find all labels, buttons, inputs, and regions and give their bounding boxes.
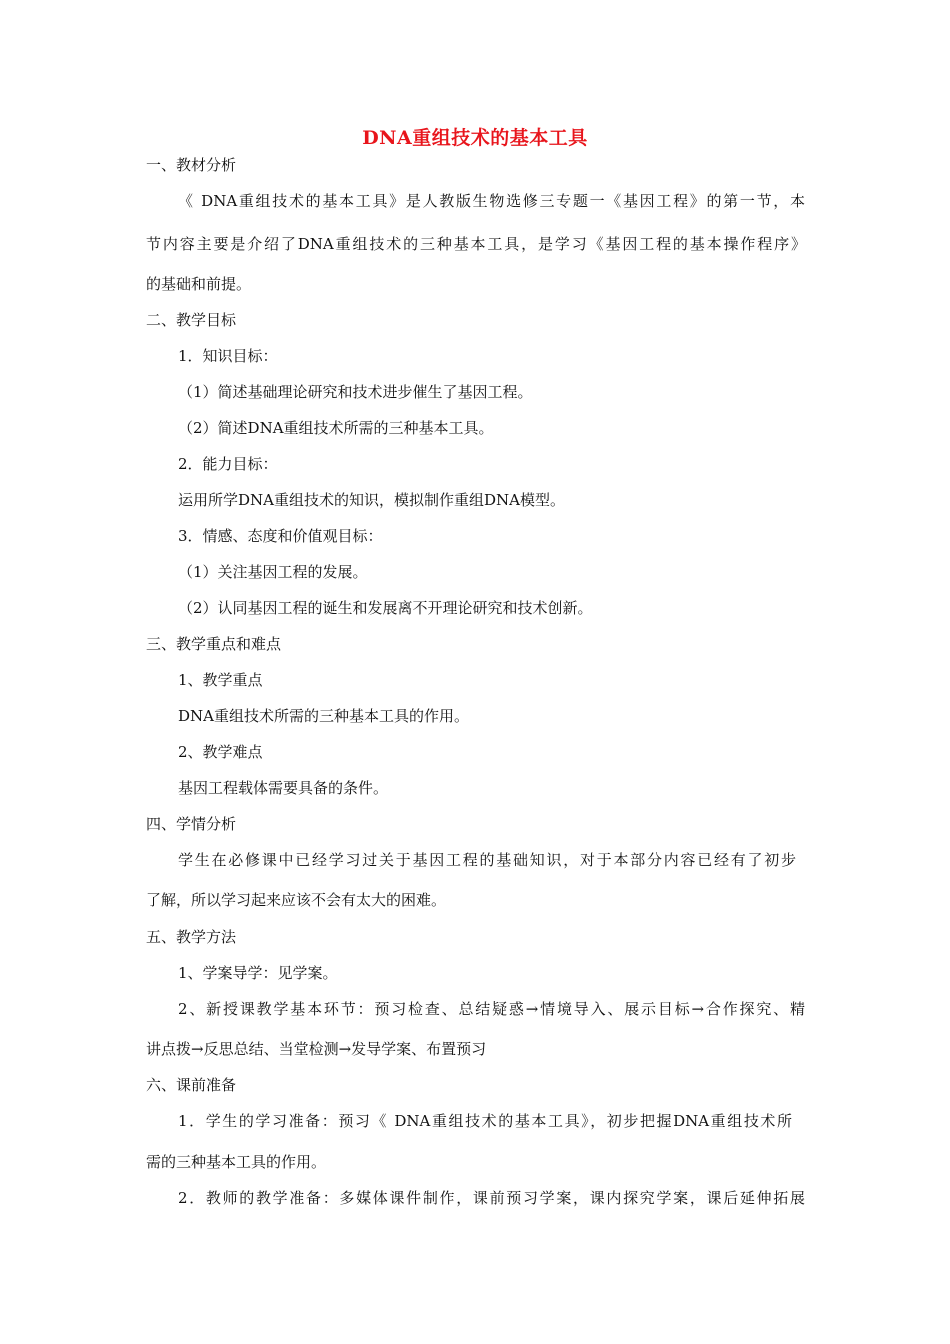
ability-objective-item: 运用所学DNA重组技术的知识，模拟制作重组DNA模型。 bbox=[178, 491, 565, 509]
knowledge-objective-title: 1．知识目标： bbox=[178, 347, 278, 365]
emotion-objective-item: （2）认同基因工程的诞生和发展离不开理论研究和技术创新。 bbox=[178, 599, 593, 617]
difficulty-title: 2、教学难点 bbox=[178, 743, 263, 761]
key-point-title: 1、教学重点 bbox=[178, 671, 263, 689]
paragraph-line: 《 DNA重组技术的基本工具》是人教版生物选修三专题一《基因工程》的第一节，本 bbox=[178, 192, 805, 210]
paragraph-line: 了解，所以学习起来应该不会有太大的困难。 bbox=[146, 891, 447, 909]
paragraph-line: 学生在必修课中已经学习过关于基因工程的基础知识，对于本部分内容已经有了初步 bbox=[178, 851, 796, 869]
difficulty-text: 基因工程载体需要具备的条件。 bbox=[178, 779, 389, 797]
section-heading-students: 四、学情分析 bbox=[146, 815, 237, 833]
section-heading-keypoints: 三、教学重点和难点 bbox=[146, 635, 282, 653]
paragraph-line: 2、新授课教学基本环节：预习检查、总结疑惑→情境导入、展示目标→合作探究、精 bbox=[178, 1000, 805, 1018]
knowledge-objective-item: （1）简述基础理论研究和技术进步催生了基因工程。 bbox=[178, 383, 533, 401]
paragraph-line: 1．学生的学习准备：预习《 DNA重组技术的基本工具》，初步把握DNA重组技术所 bbox=[178, 1112, 792, 1130]
method-item: 1、学案导学：见学案。 bbox=[178, 964, 338, 982]
section-heading-preparation: 六、课前准备 bbox=[146, 1076, 237, 1094]
paragraph-line: 需的三种基本工具的作用。 bbox=[146, 1153, 327, 1171]
paragraph-line: 节内容主要是介绍了DNA重组技术的三种基本工具，是学习《基因工程的基本操作程序》 bbox=[146, 235, 806, 253]
paragraph-line: 讲点拨→反思总结、当堂检测→发导学案、布置预习 bbox=[146, 1040, 487, 1058]
key-point-text: DNA重组技术所需的三种基本工具的作用。 bbox=[178, 707, 469, 725]
ability-objective-title: 2．能力目标： bbox=[178, 455, 278, 473]
section-heading-methods: 五、教学方法 bbox=[146, 928, 237, 946]
emotion-objective-title: 3．情感、态度和价值观目标： bbox=[178, 527, 383, 545]
emotion-objective-item: （1）关注基因工程的发展。 bbox=[178, 563, 368, 581]
document-title: DNA重组技术的基本工具 bbox=[362, 127, 588, 149]
section-heading-analysis: 一、教材分析 bbox=[146, 156, 237, 174]
paragraph-line: 2．教师的教学准备：多媒体课件制作，课前预习学案，课内探究学案，课后延伸拓展 bbox=[178, 1189, 805, 1207]
paragraph-line: 的基础和前提。 bbox=[146, 275, 252, 293]
section-heading-objectives: 二、教学目标 bbox=[146, 311, 237, 329]
knowledge-objective-item: （2）简述DNA重组技术所需的三种基本工具。 bbox=[178, 419, 494, 437]
